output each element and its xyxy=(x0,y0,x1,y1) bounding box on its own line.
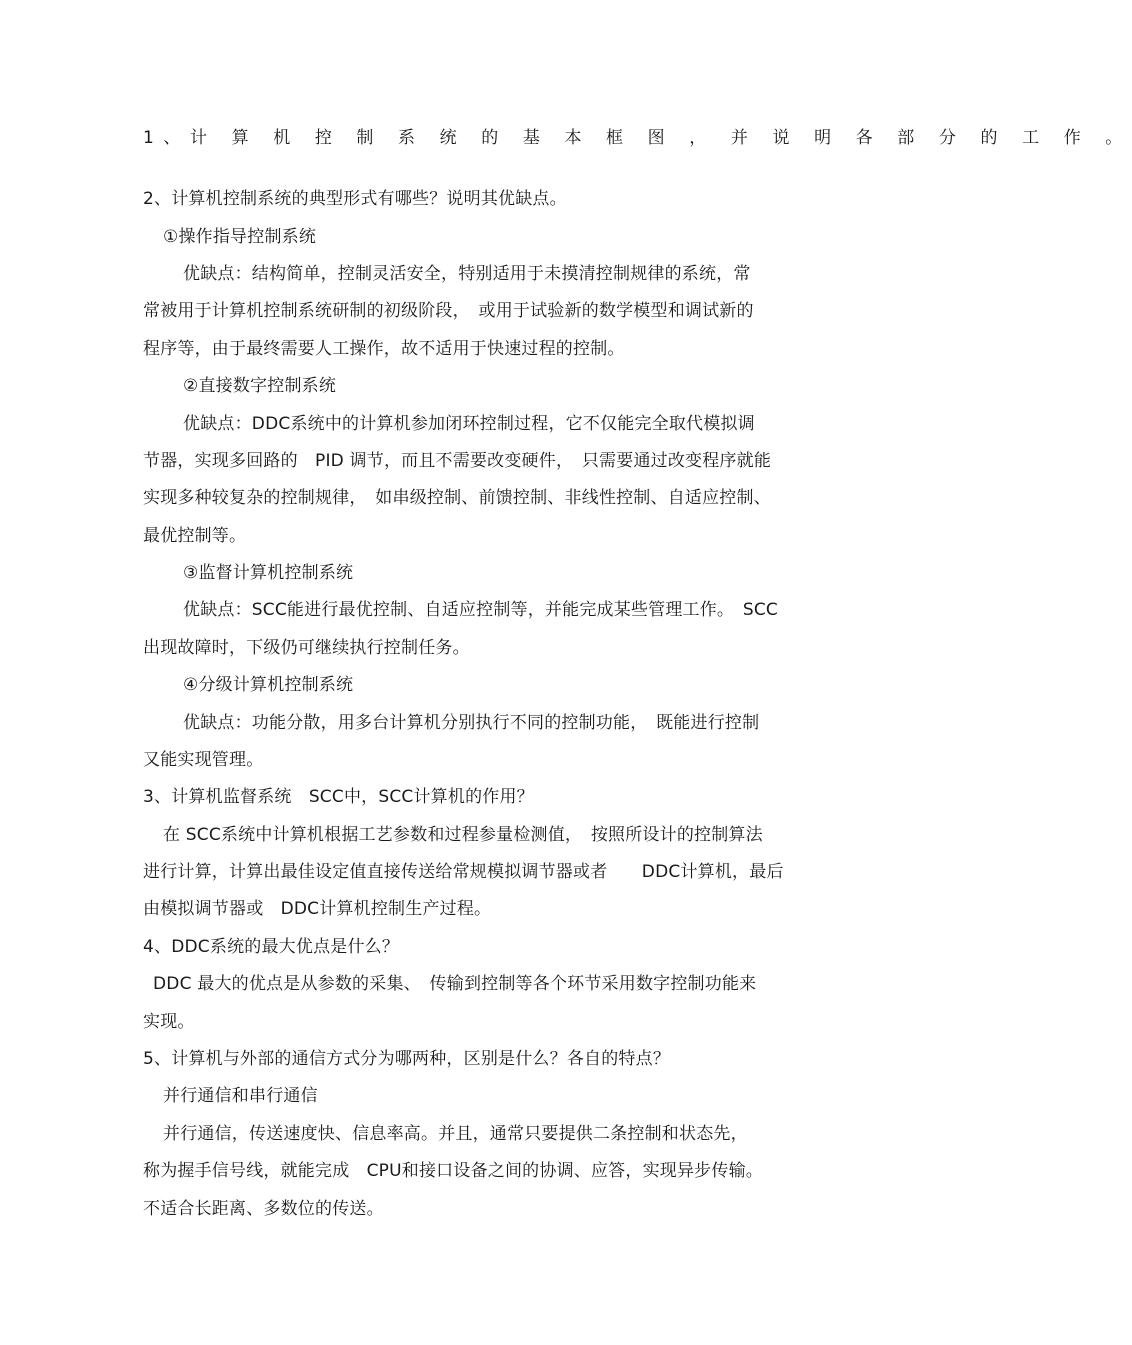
answer-line: 称为握手信号线，就能完成 CPU和接口设备之间的协调、应答，实现异步传输。 xyxy=(143,1161,763,1181)
answer-line: DDC 最大的优点是从参数的采集、 传输到控制等各个环节采用数字控制功能来 xyxy=(153,974,757,994)
question-2: 2、计算机控制系统的典型形式有哪些？说明其优缺点。 xyxy=(143,189,567,209)
paragraph-line: 程序等，由于最终需要人工操作，故不适用于快速过程的控制。 xyxy=(143,339,625,359)
question-1: 1、计 算 机 控 制 系 统 的 基 本 框 图 ， 并 说 明 各 部 分 的 工 作 。 xyxy=(143,128,1132,148)
question-5: 5、计算机与外部的通信方式分为哪两种，区别是什么？各自的特点？ xyxy=(143,1049,671,1069)
answer-line: 并行通信，传送速度快、信息率高。并且，通常只要提供二条控制和状态先， xyxy=(163,1124,748,1144)
paragraph-line: 优缺点：SCC能进行最优控制、自适应控制等，并能完成某些管理工作。 SCC xyxy=(183,600,778,620)
section-title-ddc: ②直接数字控制系统 xyxy=(183,376,337,396)
answer-line: 进行计算，计算出最佳设定值直接传送给常规模拟调节器或者 DDC计算机，最后 xyxy=(143,862,784,882)
question-4: 4、DDC系统的最大优点是什么？ xyxy=(143,937,400,957)
paragraph-line: 实现多种较复杂的控制规律， 如串级控制、前馈控制、非线性控制、自适应控制、 xyxy=(143,488,771,508)
paragraph-line: 优缺点：DDC系统中的计算机参加闭环控制过程，它不仅能完全取代模拟调 xyxy=(183,414,755,434)
answer-line: 在 SCC系统中计算机根据工艺参数和过程参量检测值， 按照所设计的控制算法 xyxy=(163,825,763,845)
question-3: 3、计算机监督系统 SCC中，SCC计算机的作用？ xyxy=(143,787,534,807)
section-title-hierarchical: ④分级计算机控制系统 xyxy=(183,675,354,695)
paragraph-line: 优缺点：结构简单，控制灵活安全，特别适用于未摸清控制规律的系统，常 xyxy=(183,264,751,284)
paragraph-line: 最优控制等。 xyxy=(143,526,247,546)
paragraph-line: 常被用于计算机控制系统研制的初级阶段， 或用于试验新的数学模型和调试新的 xyxy=(143,301,754,321)
section-title-operation-guide: ①操作指导控制系统 xyxy=(163,227,317,247)
paragraph-line: 节器，实现多回路的 PID 调节，而且不需要改变硬件， 只需要通过改变程序就能 xyxy=(143,451,772,471)
paragraph-line: 又能实现管理。 xyxy=(143,750,264,770)
paragraph-line: 出现故障时，下级仍可继续执行控制任务。 xyxy=(143,638,470,658)
answer-line: 并行通信和串行通信 xyxy=(163,1086,318,1106)
answer-line: 实现。 xyxy=(143,1012,195,1032)
paragraph-line: 优缺点：功能分散，用多台计算机分别执行不同的控制功能， 既能进行控制 xyxy=(183,713,760,733)
answer-line: 由模拟调节器或 DDC计算机控制生产过程。 xyxy=(143,899,492,919)
section-title-scc: ③监督计算机控制系统 xyxy=(183,563,354,583)
answer-line: 不适合长距离、多数位的传送。 xyxy=(143,1199,384,1219)
